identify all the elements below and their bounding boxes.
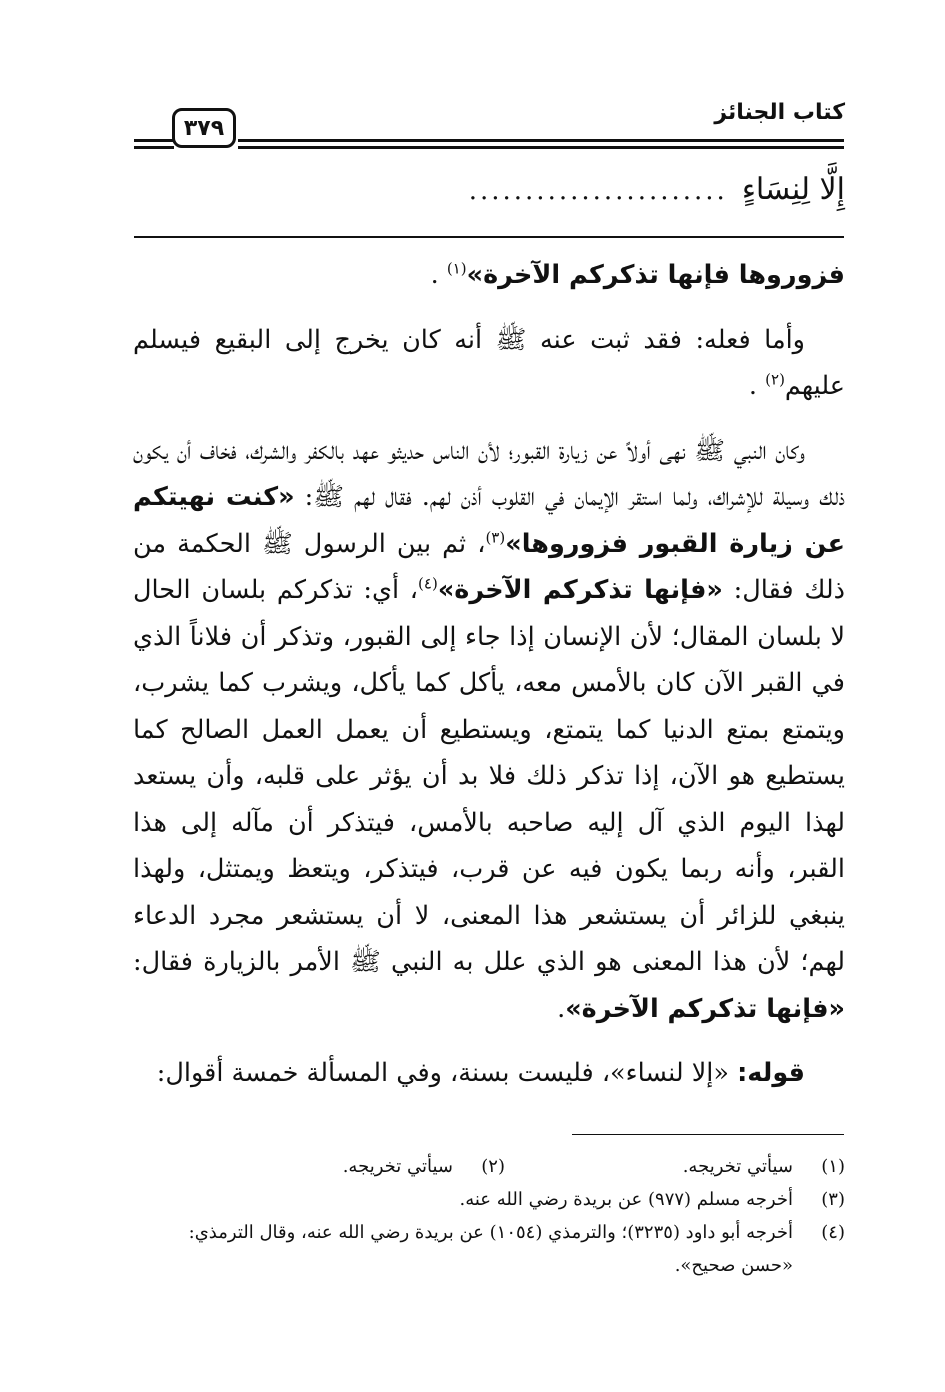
footnote-ref: (٢) bbox=[765, 370, 785, 389]
hadith-quote: فزوروها فإنها تذكركم الآخرة» bbox=[466, 260, 845, 290]
hadith-quote: «فإنها تذكركم الآخرة» bbox=[565, 993, 845, 1024]
page-number: ٣٧٩ bbox=[172, 108, 236, 148]
paragraph-3 bbox=[133, 428, 845, 1033]
footnote-row-1-2 bbox=[133, 1150, 845, 1183]
footnote-text: سيأتي تخريجه. bbox=[682, 1156, 793, 1177]
footnote-number: (٤) bbox=[821, 1222, 845, 1243]
footnote-separator bbox=[572, 1134, 844, 1135]
matn-dots: ....................... bbox=[468, 176, 728, 206]
footnote-ref: (١) bbox=[446, 259, 467, 278]
punctuation: . bbox=[557, 993, 566, 1024]
hadith-quote: «كنت نهيتكم عن زيارة القبور فزوروها» bbox=[133, 482, 846, 559]
header-rule-right-top bbox=[238, 139, 844, 142]
commentary-body bbox=[133, 252, 845, 1115]
punctuation: . bbox=[748, 371, 766, 401]
paragraph-text: وكان النبي ﷺ نهى أولاً عن زيارة القبور؛ لأن الناس حديثو عهد بالكفر والشرك، فخاف أن يكون ذلك وسيلة للإشراك، ولما استقر الإيمان في القلوب أذن لهم. فقال لهم ﷺ: bbox=[133, 435, 845, 512]
footnote-4 bbox=[133, 1216, 845, 1282]
punctuation: . bbox=[430, 260, 447, 290]
footnote-3 bbox=[133, 1183, 845, 1216]
footnote-2 bbox=[165, 1150, 505, 1183]
footnote-ref: (٣) bbox=[485, 528, 506, 546]
paragraph-2 bbox=[133, 317, 845, 410]
footnote-text: أخرجه أبو داود (٣٢٣٥)؛ والترمذي (١٠٥٤) عن بريدة رضي الله عنه، وقال الترمذي: «حسن صحيح». bbox=[188, 1222, 793, 1276]
footnote-number: (٣) bbox=[821, 1189, 845, 1210]
qawluhu-label: قوله: bbox=[737, 1058, 805, 1088]
hadith-quote: «فإنها تذكركم الآخرة» bbox=[437, 575, 723, 605]
matn-separator bbox=[134, 236, 844, 238]
paragraph-text: ، أي: تذكركم بلسان الحال لا بلسان المقال؛ لأن الإنسان إذا جاء إلى القبور، وتذكر أن فلاناً الذي في القبر الآن كان بالأمس معه، يأكل كما يأكل، ويشرب كما يشرب، ويتمتع بمتع الدنيا كما يتمتع، ويستطيع أن يعمل العمل الصالح كما يستطيع هو الآن، إذا تذكر ذلك فلا بد أن يؤثر على قلبه، وأن يستعد لهذا اليوم الذي آل إليه صاحبه بالأمس، فيتذكر أن مآله إلى هذا القبر، وأنه ربما يكون فيه عن قرب، فيتذكر، ويتعظ ويمتثل، ولهذا ينبغي للزائر أن يستشعر هذا المعنى، لا أن يستشعر مجرد الدعاء لهم؛ لأن هذا المعنى هو الذي علل به النبي ﷺ الأمر بالزيارة فقال: bbox=[133, 575, 845, 977]
running-header-title: كتاب الجنائز bbox=[714, 100, 845, 125]
paragraph-text: وأما فعله: فقد ثبت عنه ﷺ أنه كان يخرج إلى البقيع فيسلم عليهم bbox=[133, 324, 845, 401]
paragraph-text: ، ثم بين الرسول ﷺ الحكمة من ذلك فقال: bbox=[133, 528, 845, 605]
paragraph-4 bbox=[133, 1050, 845, 1097]
header-rule-right-bottom bbox=[238, 146, 844, 149]
footnotes bbox=[133, 1150, 845, 1282]
matn-line bbox=[145, 172, 845, 207]
footnote-1 bbox=[505, 1150, 845, 1183]
footnote-ref: (٤) bbox=[418, 574, 438, 593]
footnote-number: (١) bbox=[821, 1156, 845, 1177]
header-rule-left-top bbox=[134, 139, 174, 142]
footnote-number: (٢) bbox=[481, 1156, 505, 1177]
footnote-text: سيأتي تخريجه. bbox=[342, 1156, 453, 1177]
footnote-text: أخرجه مسلم (٩٧٧) عن بريدة رضي الله عنه. bbox=[459, 1189, 793, 1210]
paragraph-1 bbox=[133, 252, 845, 299]
header-rule-left-bottom bbox=[134, 146, 174, 149]
paragraph-text: «إلا لنساء»، فليست بسنة، وفي المسألة خمسة أقوال: bbox=[156, 1058, 738, 1088]
matn-text: إِلَّا لِنِسَاءٍ bbox=[741, 172, 845, 207]
